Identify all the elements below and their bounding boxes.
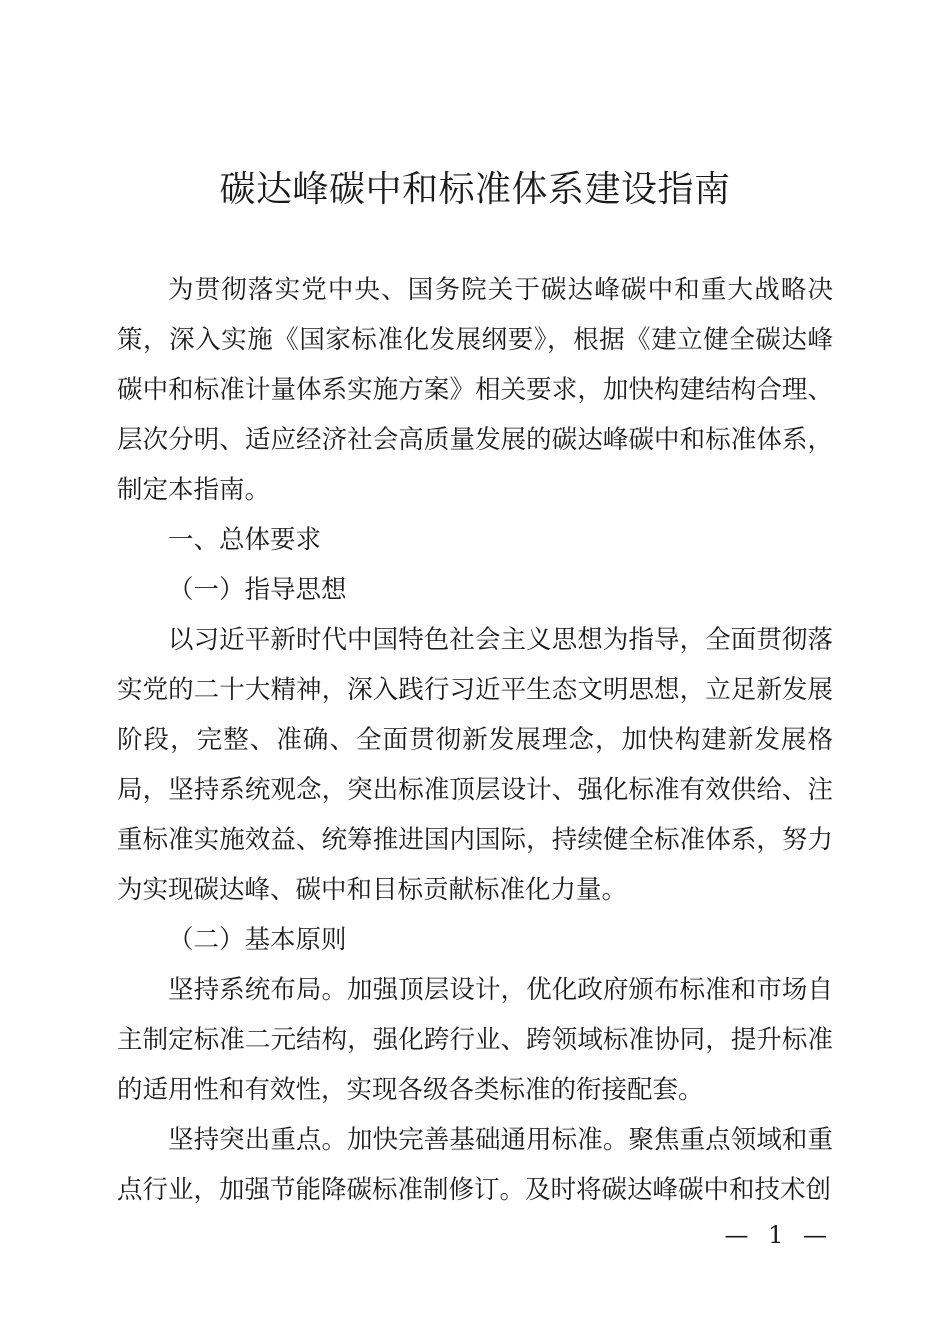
intro-paragraph: 为贯彻落实党中央、国务院关于碳达峰碳中和重大战略决策，深入实施《国家标准化发展纲要》，根据《建立健全碳达峰碳中和标准计量体系实施方案》相关要求，加快构建结构合理、层次分明、适应经济社会高质量发展的碳达峰碳中和标准体系，制定本指南。 [117, 275, 833, 505]
document-body [117, 265, 833, 1215]
principle-key-focus-paragraph: 坚持突出重点。加快完善基础通用标准。聚焦重点领域和重点行业，加强节能降碳标准制修订。及时将碳达峰碳中和技术创 [117, 1125, 833, 1205]
document-title: 碳达峰碳中和标准体系建设指南 [219, 169, 731, 210]
guiding-ideology-paragraph: 以习近平新时代中国特色社会主义思想为指导，全面贯彻落实党的二十大精神，深入践行习近平生态文明思想，立足新发展阶段，完整、准确、全面贯彻新发展理念，加快构建新发展格局，坚持系统观念，突出标准顶层设计、强化标准有效供给、注重标准实施效益、统筹推进国内国际，持续健全标准体系，努力为实现碳达峰、碳中和目标贡献标准化力量。 [117, 625, 833, 905]
section-heading-general-requirements: 一、总体要求 [168, 525, 322, 555]
page-number: — 1 — [724, 1221, 833, 1249]
principle-systematic-layout-paragraph: 坚持系统布局。加强顶层设计，优化政府颁布标准和市场自主制定标准二元结构，强化跨行业、跨领域标准协同，提升标准的适用性和有效性，实现各级各类标准的衔接配套。 [117, 975, 833, 1105]
subsection-heading-guiding-ideology: （一）指导思想 [168, 575, 347, 605]
subsection-heading-basic-principles: （二）基本原则 [168, 925, 347, 955]
